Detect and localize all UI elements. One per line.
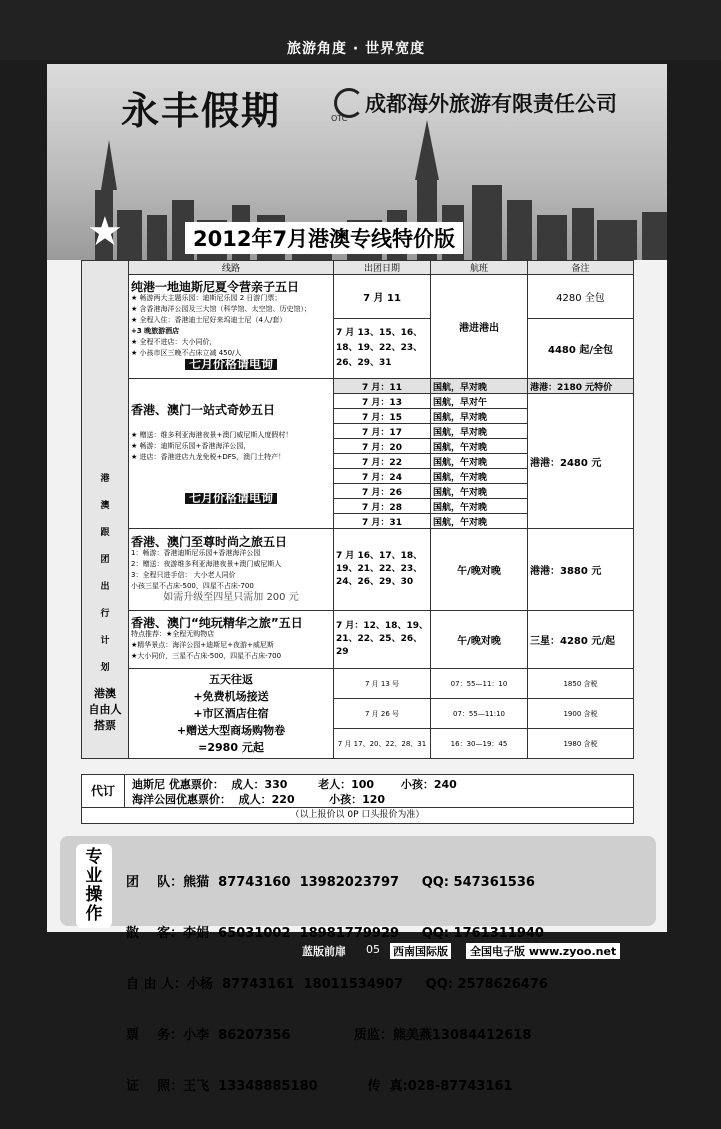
route-2-cell bbox=[129, 379, 334, 529]
route-title: 香港、澳门一站式奇妙五日 bbox=[131, 403, 276, 417]
route-title: 香港、澳门至尊时尚之旅五日 bbox=[131, 534, 288, 549]
date-cell: 7 月：26 bbox=[334, 484, 431, 499]
flight-cell: 国航，早对晚 bbox=[431, 379, 528, 394]
flight-cell: 国航，午对晚 bbox=[431, 454, 528, 469]
flight-cell: 国航，午对晚 bbox=[431, 439, 528, 454]
date-cell: 7 月：28 bbox=[334, 499, 431, 514]
ticket-prices bbox=[132, 777, 457, 807]
price-note: （以上报价以 0P 口头报价为准） bbox=[81, 808, 634, 824]
contact-line: 散 客：李娟 65031002 18981779929 QQ: 1761311940 bbox=[126, 926, 544, 941]
side-char: 出 bbox=[100, 581, 110, 592]
page-number: 05 bbox=[366, 943, 380, 956]
package-line: 五天往返 bbox=[209, 673, 253, 686]
ticket-row bbox=[81, 774, 634, 808]
note-cell: 1850 含税 bbox=[528, 669, 634, 699]
call-for-price-label: 七月价格请电询 bbox=[185, 493, 277, 504]
footer-section: 蓝版前扉 bbox=[302, 945, 346, 958]
date-cell: 7 月：31 bbox=[334, 514, 431, 529]
footer-website: 全国电子版 www.zyoo.net bbox=[466, 943, 620, 959]
route-point: ★ 畅游：迪斯尼乐园+香港海洋公园， bbox=[131, 442, 251, 450]
contact-line: 票 务：小李 86207356 质监：熊美燕13084412618 bbox=[126, 1028, 532, 1043]
route-3-cell bbox=[129, 529, 334, 611]
ticket-line: 迪斯尼 优惠票价： 成人：330 老人：100 小孩：240 bbox=[132, 778, 457, 791]
table-row bbox=[82, 379, 634, 394]
date-cell: 7 月：12、18、19、21、22、25、26、29 bbox=[334, 611, 431, 669]
call-for-price-label: 七月价格请电询 bbox=[185, 359, 277, 370]
contact-line: 证 照：王飞 13348885180 传 真:028-87743161 bbox=[126, 1079, 513, 1094]
headline: 2012年7月港澳专线特价版 bbox=[185, 222, 463, 254]
side-char: 团 bbox=[100, 554, 110, 565]
slogan: 旅游角度 · 世界宽度 bbox=[287, 41, 426, 57]
date-cell: 7 月 13、15、16、18、19、22、23、26、29、31 bbox=[334, 319, 431, 379]
route-point: 特点推荐：★全程无购物店 bbox=[131, 629, 215, 638]
side-free: 搭票 bbox=[94, 718, 116, 732]
route-point: ★ 含香港海洋公园及三大馆（科学馆、太空馆、历史馆）； bbox=[131, 304, 311, 313]
package-line: +免费机场接送 bbox=[193, 690, 269, 703]
company-name: 成都海外旅游有限责任公司 bbox=[365, 91, 617, 116]
flight-cell: 国航，早对晚 bbox=[431, 409, 528, 424]
side-char: 计 bbox=[100, 635, 110, 646]
route-4-cell bbox=[129, 611, 334, 669]
table-row bbox=[82, 611, 634, 669]
contact-line: 自 由 人：小杨 87743161 18011534907 QQ: 2578626476 bbox=[126, 977, 548, 992]
route-point: ★ 赠送：维多利亚海港夜景+澳门威尼斯人度假村！ bbox=[131, 431, 293, 439]
date-cell: 7 月 11 bbox=[334, 275, 431, 319]
contact-list bbox=[126, 840, 548, 1129]
date-cell: 7 月 26 号 bbox=[334, 699, 431, 729]
package-line: +市区酒店住宿 bbox=[193, 707, 269, 720]
header-date: 出团日期 bbox=[334, 261, 431, 275]
date-cell: 7 月：15 bbox=[334, 409, 431, 424]
hero-banner bbox=[47, 64, 667, 260]
flight-cell: 16：30—19：45 bbox=[431, 729, 528, 759]
route-point: 2：赠送：夜游维多利亚海港夜景+澳门威尼斯人 bbox=[131, 559, 282, 568]
flight-cell: 午/晚对晚 bbox=[431, 529, 528, 611]
side-char: 行 bbox=[100, 608, 110, 619]
route-point: 1：畅游：香港迪斯尼乐园+香港海洋公园 bbox=[131, 548, 261, 557]
side-char: 港 bbox=[100, 473, 110, 484]
side-char: 跟 bbox=[100, 527, 110, 538]
table-row bbox=[82, 275, 634, 319]
side-free: 自由人 bbox=[88, 702, 122, 716]
pro-char: 作 bbox=[85, 904, 103, 924]
flight-cell: 国航，午对晚 bbox=[431, 514, 528, 529]
header-flight: 航班 bbox=[431, 261, 528, 275]
side-char: 划 bbox=[100, 662, 110, 673]
route-point: ★大小同价，三星不占床-500，四星不占床-700 bbox=[131, 651, 282, 660]
flight-cell: 午/晚对晚 bbox=[431, 611, 528, 669]
route-point: 小孩三星不占床-500，四星不占床-700 bbox=[131, 581, 254, 590]
header-note: 备注 bbox=[528, 261, 634, 275]
route-title: 纯港一地迪斯尼夏令营亲子五日 bbox=[131, 279, 300, 294]
flight-cell: 国航，早对午 bbox=[431, 394, 528, 409]
side-free: 港澳 bbox=[94, 686, 116, 700]
date-cell: 7 月：20 bbox=[334, 439, 431, 454]
flight-cell: 国航，午对晚 bbox=[431, 499, 528, 514]
pro-char: 专 bbox=[85, 847, 103, 867]
route-point: ★ 畅游两大主题乐园：迪斯尼乐园 2 日游门票； bbox=[131, 293, 282, 302]
date-cell: 7 月 17、20、22、28、31 bbox=[334, 729, 431, 759]
note-cell: 港港：3880 元 bbox=[528, 529, 634, 611]
route-point: ★ 小孩市区三晚不占床立减 450/人 bbox=[131, 348, 242, 357]
upgrade-note: 如需升级至四星只需加 200 元 bbox=[163, 591, 299, 603]
date-cell: 7 月 16、17、18、19、21、22、23、24、26、29、30 bbox=[334, 529, 431, 611]
date-cell: 7 月 13 号 bbox=[334, 669, 431, 699]
otc-label: OTC bbox=[331, 114, 348, 123]
route-point: ★ 全程入住：香港迪士尼好来坞迪士尼（4人/套） bbox=[131, 315, 287, 324]
package-line: +赠送大型商场购物卷 bbox=[176, 724, 286, 737]
contact-line: 团 队：熊猫 87743160 13982023797 QQ: 547361536 bbox=[126, 875, 535, 890]
note-cell: 4480 起/全包 bbox=[528, 319, 634, 379]
table-header bbox=[82, 261, 634, 275]
date-cell: 7 月：11 bbox=[334, 379, 431, 394]
route-point: +3 晚旅游酒店 bbox=[131, 326, 180, 335]
free-package-cell bbox=[129, 669, 334, 759]
flight-cell: 港进港出 bbox=[431, 275, 528, 379]
route-title: 香港、澳门“纯玩精华之旅”五日 bbox=[131, 615, 303, 630]
note-cell: 1900 含税 bbox=[528, 699, 634, 729]
package-line: =2980 元起 bbox=[198, 741, 264, 754]
side-char: 澳 bbox=[100, 500, 110, 511]
pro-char: 操 bbox=[85, 885, 103, 905]
note-cell: 4280 全包 bbox=[528, 275, 634, 319]
note-cell: 1980 含税 bbox=[528, 729, 634, 759]
agent-label: 代订 bbox=[82, 775, 125, 807]
date-cell: 7 月：17 bbox=[334, 424, 431, 439]
table-row bbox=[82, 669, 634, 699]
header-route: 线路 bbox=[129, 261, 334, 275]
table-row bbox=[82, 529, 634, 611]
date-cell: 7 月：22 bbox=[334, 454, 431, 469]
flight-cell: 国航，午对晚 bbox=[431, 469, 528, 484]
side-title bbox=[82, 261, 129, 759]
date-cell: 7 月：24 bbox=[334, 469, 431, 484]
route-point: ★精华景点：海洋公园+迪斯尼+夜游+威尼斯 bbox=[131, 640, 274, 649]
professional-label bbox=[76, 844, 112, 928]
route-point: 3：全程只进手信： 大小老人同价 bbox=[131, 570, 236, 579]
tour-table bbox=[81, 260, 634, 759]
pro-char: 业 bbox=[85, 866, 103, 886]
note-cell: 港港：2180 元特价 bbox=[528, 379, 634, 394]
flight-cell: 国航，早对晚 bbox=[431, 424, 528, 439]
route-point: ★ 进店：香港进店九龙免税+DFS，澳门土特产！ bbox=[131, 453, 286, 461]
ticket-line: 海洋公园优惠票价： 成人：220 小孩：120 bbox=[132, 793, 386, 806]
star-icon: ★ bbox=[87, 209, 123, 255]
edition-label: 西南国际版 bbox=[390, 943, 451, 959]
flight-cell: 07：55—11：10 bbox=[431, 669, 528, 699]
route-point: ★ 全程不进店：大小同价， bbox=[131, 337, 217, 346]
flight-cell: 07：55—11:10 bbox=[431, 699, 528, 729]
note-cell: 港港：2480 元 bbox=[528, 394, 634, 529]
note-cell: 三星：4280 元/起 bbox=[528, 611, 634, 669]
brand-logo: 永丰假期 bbox=[121, 88, 282, 133]
flight-cell: 国航，午对晚 bbox=[431, 484, 528, 499]
route-1-cell bbox=[129, 275, 334, 379]
date-cell: 7 月：13 bbox=[334, 394, 431, 409]
